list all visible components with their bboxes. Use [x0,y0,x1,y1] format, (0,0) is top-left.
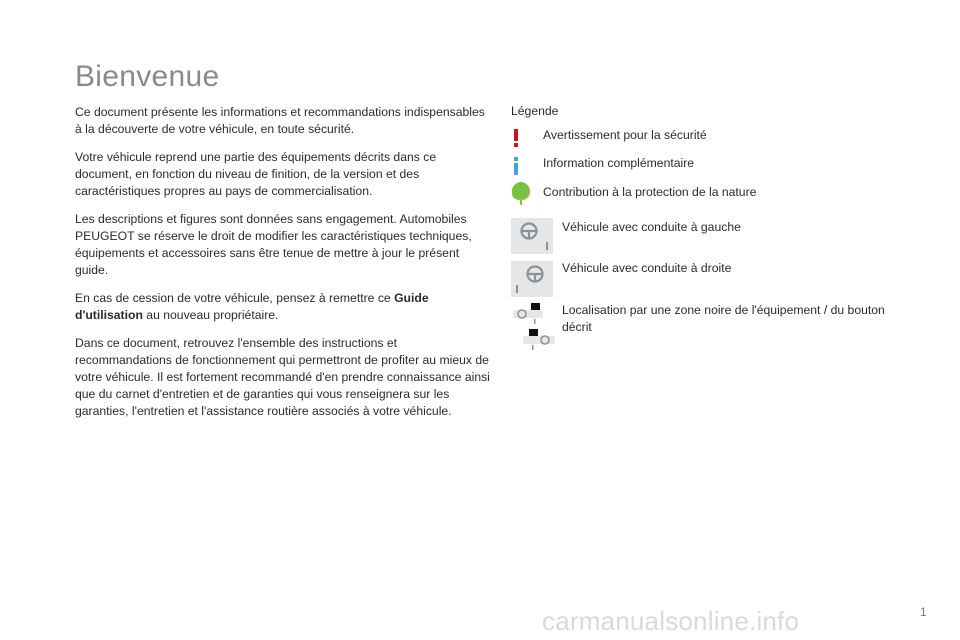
location-zone-icon [511,300,557,350]
intro-paragraph-1: Ce document présente les informations et recommandations indispensables à la découverte de votre véhicule, en toute sécurité. [75,105,485,136]
intro-p4-end: au nouveau propriétaire. [142,308,279,322]
legend-label-warning: Avertissement pour la sécurité [543,128,707,142]
legend-label-left-drive: Véhicule avec conduite à gauche [562,220,741,234]
warning-icon [511,128,521,148]
intro-paragraph-4 [75,290,495,324]
legend-title: Légende [511,104,559,118]
intro-paragraph-2: Votre véhicule reprend une partie des équipements décrits dans ce document, en fonction du niveau de finition, de la version et des caractéristiques propres au pays de commercialisation. [75,150,437,198]
page-title: Bienvenue [75,60,220,93]
right-hand-drive-icon [511,261,553,297]
intro-p4-start: En cas de cession de votre véhicule, pensez à remettre ce [75,291,395,305]
legend-label-right-drive: Véhicule avec conduite à droite [562,261,732,275]
watermark: carmanualsonline.info [542,606,800,636]
guide-name: Guide d'utilisation [75,291,429,322]
left-hand-drive-icon [511,218,553,254]
legend-label-location: Localisation par une zone noire de l'équipement / du bouton décrit [562,303,885,334]
intro-paragraph-3: Les descriptions et figures sont données sans engagement. Automobiles PEUGEOT se réserve le droit de modifier les caractéristiques techniques, équipements et accessoires sans être tenue de mettre à jour le présent guide. [75,212,472,277]
intro-text [75,104,495,431]
legend-label-nature: Contribution à la protection de la nature [543,185,757,199]
legend-label-info: Information complémentaire [543,156,695,170]
leaf-icon [509,180,533,206]
info-icon [511,156,521,176]
intro-paragraph-5: Dans ce document, retrouvez l'ensemble des instructions et recommandations de fonctionnement qui permettront de profiter au mieux de votre véhicule. Il est fortement recommandé d'en prendre connaissance ainsi que du carnet d'entretien et de garanties qui vous renseignera sur les garanties, l'entretien et l'assistance routière associés à votre véhicule. [75,336,490,418]
page-number: 1 [920,605,927,619]
